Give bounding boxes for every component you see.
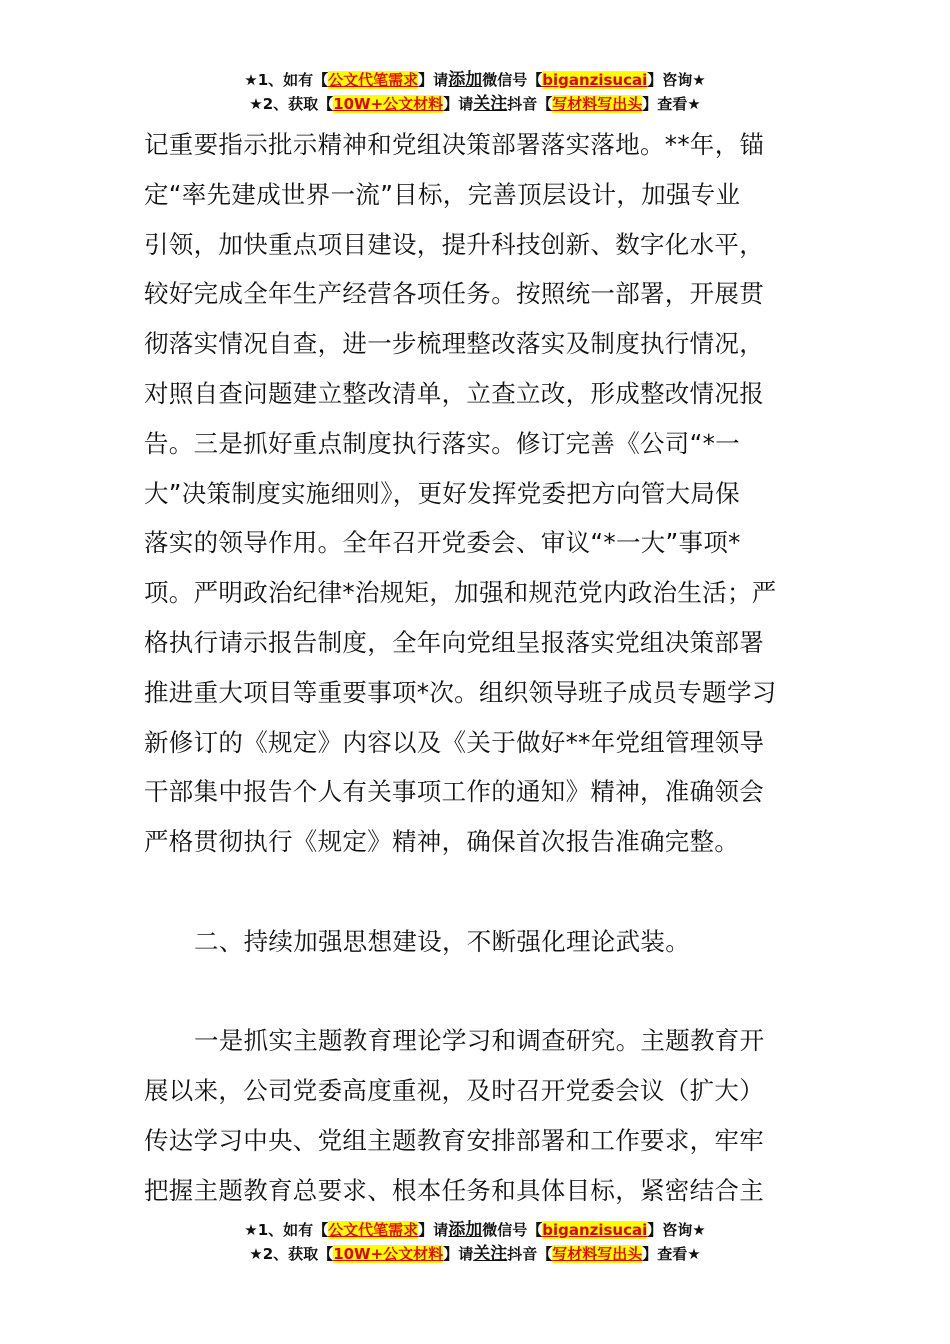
banner-text: 微信号【: [482, 71, 543, 89]
text-line: 一是抓实主题教育理论学习和调查研究。主题教育开: [194, 1026, 765, 1056]
banner-text: 抖音【: [507, 1245, 553, 1263]
banner-underline: 添加: [448, 1220, 483, 1240]
text-line: 新修订的《规定》内容以及《关于做好**年党组管理领导: [144, 727, 765, 757]
banner-highlight: biganzisucai: [542, 1221, 648, 1239]
text-line: 传达学习中央、党组主题教育安排部署和工作要求，牢牢: [144, 1125, 764, 1155]
banner-text: ★2、获取【: [249, 1245, 334, 1263]
banner-highlight: 10W+公文材料: [333, 1245, 444, 1263]
banner-highlight: 10W+公文材料: [333, 95, 444, 113]
text-line: 较好完成全年生产经营各项任务。按照统一部署，开展贯: [144, 279, 764, 309]
text-line: 推进重大项目等重要事项*次。组织领导班子成员专题学习: [144, 677, 777, 707]
banner-underline: 添加: [448, 70, 483, 90]
banner-text: 抖音【: [507, 95, 553, 113]
banner-underline: 关注: [473, 94, 508, 114]
banner-highlight: 写材料写出头: [552, 1245, 643, 1263]
banner-text: 】查看★: [642, 1245, 701, 1263]
banner-text: 微信号【: [482, 1221, 543, 1239]
text-line: 干部集中报告个人有关事项工作的通知》精神，准确领会: [144, 777, 764, 807]
banner-line-2: [0, 1242, 950, 1266]
paragraph-1: [144, 120, 814, 867]
banner-line-2: [0, 92, 950, 116]
banner-text: ★1、如有【: [244, 1221, 329, 1239]
text-line: 引领，加快重点项目建设，提升科技创新、数字化水平，: [144, 229, 764, 259]
text-line: 告。三是抓好重点制度执行落实。修订完善《公司“*一: [144, 428, 740, 458]
text-line: 把握主题教育总要求、根本任务和具体目标，紧密结合主: [144, 1175, 764, 1205]
top-banner: [0, 68, 950, 116]
text-line: 对照自查问题建立整改清单，立查立改，形成整改情况报: [144, 378, 764, 408]
banner-text: 】咨询★: [647, 1221, 706, 1239]
bottom-banner: [0, 1218, 950, 1266]
document-body: [144, 120, 814, 1216]
banner-text: 】咨询★: [647, 71, 706, 89]
text-line: 彻落实情况自查，进一步梳理整改落实及制度执行情况，: [144, 329, 764, 359]
banner-line-1: [0, 1218, 950, 1242]
banner-text: ★1、如有【: [244, 71, 329, 89]
banner-underline: 关注: [473, 1244, 508, 1264]
banner-highlight: 写材料写出头: [552, 95, 643, 113]
text-line: 记重要指示批示精神和党组决策部署落实落地。**年，锚: [144, 130, 765, 159]
banner-line-1: [0, 68, 950, 92]
banner-text: 】请: [443, 1245, 474, 1263]
banner-text: 】查看★: [642, 95, 701, 113]
banner-highlight: 公文代笔需求: [328, 1221, 419, 1239]
paragraph-2: [144, 1016, 814, 1215]
banner-text: 】请: [418, 71, 449, 89]
text-line: 大”决策制度实施细则》，更好发挥党委把方向管大局保: [144, 478, 740, 508]
text-line: 格执行请示报告制度，全年向党组呈报落实党组决策部署: [144, 627, 764, 657]
text-line: 落实的领导作用。全年召开党委会、审议“*一大”事项*: [144, 528, 741, 558]
banner-text: 】请: [443, 95, 474, 113]
banner-highlight: biganzisucai: [542, 71, 648, 89]
banner-text: 】请: [418, 1221, 449, 1239]
banner-text: ★2、获取【: [249, 95, 334, 113]
section-heading: 二、持续加强思想建设，不断强化理论武装。: [194, 926, 690, 956]
text-line: 项。严明政治纪律*治规矩，加强和规范党内政治生活；严: [144, 578, 777, 608]
text-line: 展以来，公司党委高度重视，及时召开党委会议（扩大）: [144, 1076, 764, 1106]
text-line: 定“率先建成世界一流”目标，完善顶层设计，加强专业: [144, 179, 741, 209]
banner-highlight: 公文代笔需求: [328, 71, 419, 89]
text-line: 严格贯彻执行《规定》精神，确保首次报告准确完整。: [144, 827, 740, 857]
